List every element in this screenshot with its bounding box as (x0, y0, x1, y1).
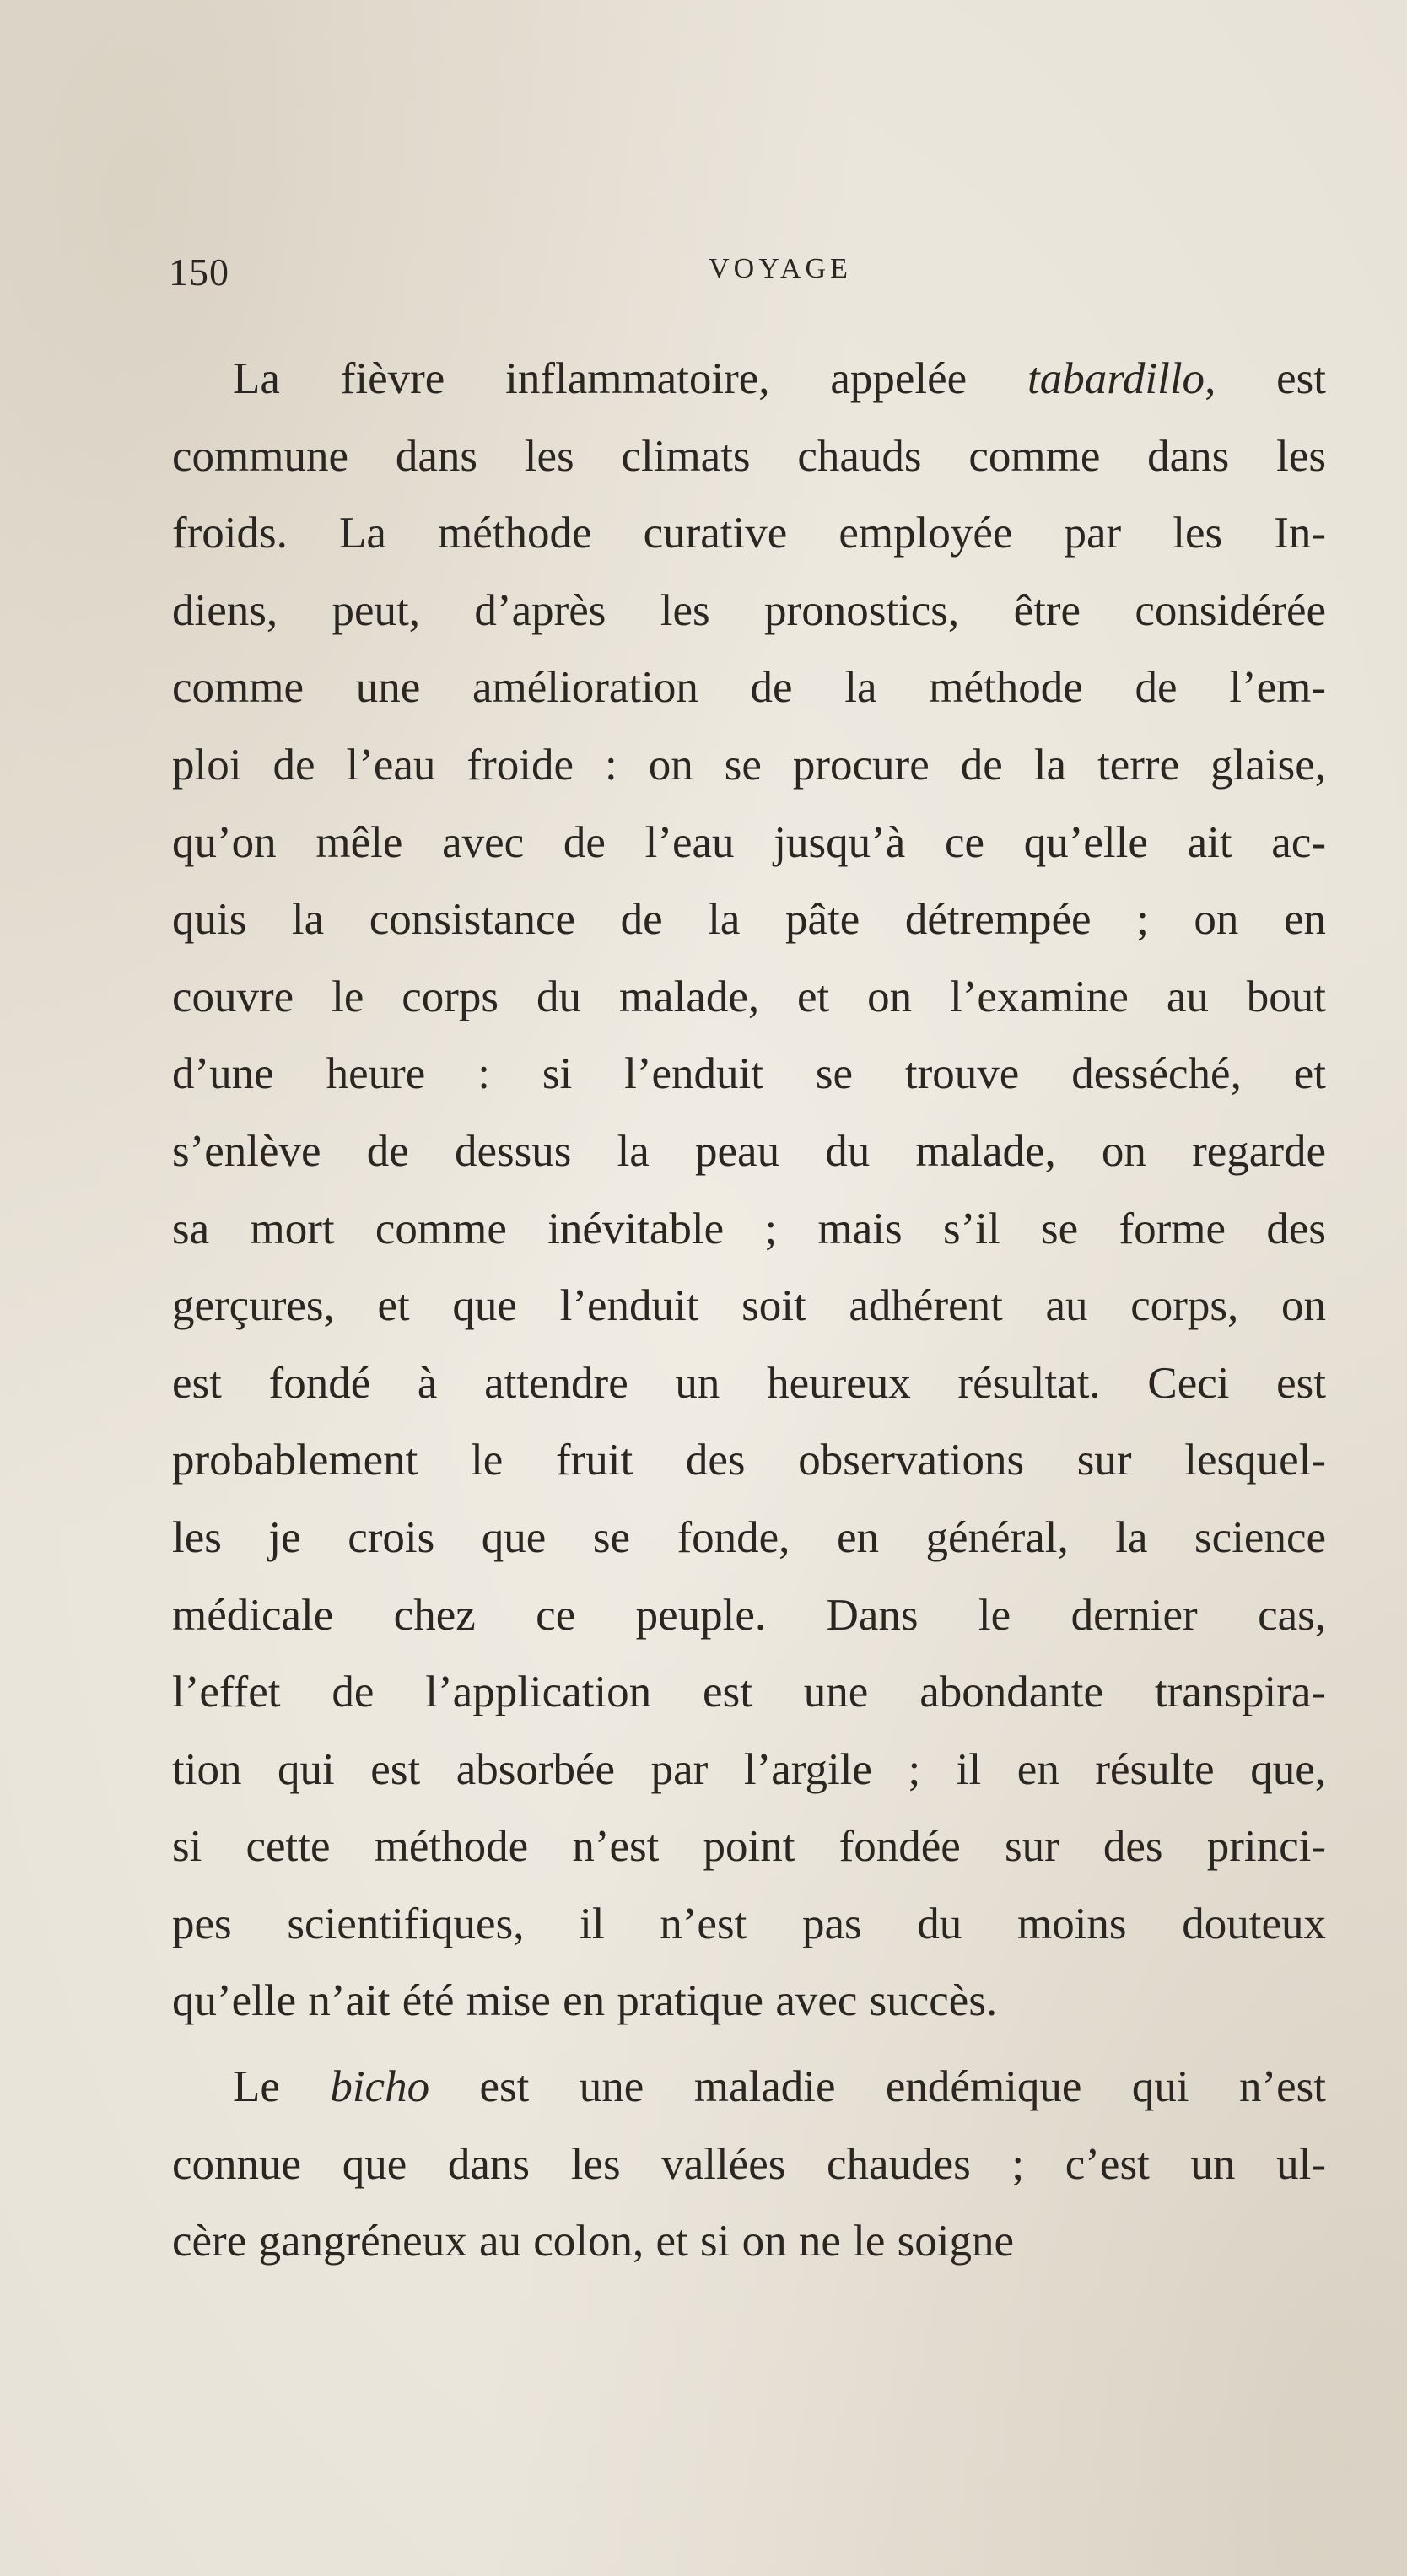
text-run: les je crois que se fonde, en général, la science (172, 1512, 1326, 1562)
text-line (172, 1963, 1326, 2040)
text-run: La fièvre inflammatoire, appelée (233, 354, 1027, 403)
text-run: cère gangréneux au colon, et si on ne le soigne (172, 2217, 1014, 2266)
italic-term: bicho (330, 2062, 430, 2112)
text-run: quis la consistance de la pâte détrempée ; on en (172, 895, 1326, 945)
text-line (172, 573, 1326, 650)
text-line (172, 2203, 1326, 2281)
text-line (172, 495, 1326, 573)
text-line (172, 649, 1326, 727)
text-line (172, 881, 1326, 959)
text-run: gerçures, et que l’enduit soit adhérent au corps, on (172, 1281, 1326, 1331)
page-number: 150 (169, 251, 229, 294)
text-run: comme une amélioration de la méthode de l’em- (172, 663, 1326, 713)
text-line (172, 1808, 1326, 1886)
text-run: diens, peut, d’après les pronostics, être considérée (172, 585, 1326, 635)
text-line (172, 1113, 1326, 1191)
text-line (172, 1191, 1326, 1269)
paragraph (172, 341, 1326, 2040)
text-run: couvre le corps du malade, et on l’examine au bout (172, 972, 1326, 1021)
text-line (172, 959, 1326, 1037)
text-run: est fondé à attendre un heureux résultat. Ceci est (172, 1358, 1326, 1408)
text-run: sa mort comme inévitable ; mais s’il se forme des (172, 1204, 1326, 1253)
text-line (172, 1886, 1326, 1964)
text-run: ploi de l’eau froide : on se procure de la terre glaise, (172, 740, 1326, 790)
text-run: froids. La méthode curative employée par les In- (172, 509, 1326, 558)
text-line (172, 1422, 1326, 1500)
paragraph (172, 2049, 1326, 2281)
italic-term: tabardillo (1027, 354, 1205, 403)
text-run: qu’elle n’ait été mise en pratique avec succès. (172, 1976, 998, 2026)
text-line (172, 1036, 1326, 1113)
text-run: pes scientifiques, il n’est pas du moins douteux (172, 1899, 1326, 1948)
text-line (172, 1577, 1326, 1655)
text-line (172, 805, 1326, 882)
text-line (172, 2126, 1326, 2204)
text-run: commune dans les climats chauds comme dans les (172, 431, 1326, 481)
text-run: d’une heure : si l’enduit se trouve desséché, et (172, 1049, 1326, 1099)
text-line (172, 1654, 1326, 1732)
text-line (172, 727, 1326, 805)
text-line (172, 1732, 1326, 1809)
text-line (172, 2049, 1326, 2126)
text-line (172, 1500, 1326, 1577)
page-header (169, 250, 1333, 309)
text-run: médicale chez ce peuple. Dans le dernier cas, (172, 1590, 1326, 1640)
text-line (172, 1268, 1326, 1345)
text-run: s’enlève de dessus la peau du malade, on regarde (172, 1126, 1326, 1176)
text-line (172, 418, 1326, 496)
text-run: tion qui est absorbée par l’argile ; il en résulte que, (172, 1744, 1326, 1794)
text-run: , est (1205, 354, 1326, 403)
text-run: l’effet de l’application est une abondante transpira- (172, 1668, 1326, 1717)
text-line (172, 341, 1326, 418)
body-text (172, 341, 1326, 2281)
text-run: connue que dans les vallées chaudes ; c’est un ul- (172, 2139, 1326, 2189)
running-head: VOYAGE (709, 253, 852, 284)
text-run: si cette méthode n’est point fondée sur des princi- (172, 1822, 1326, 1872)
text-run: Le (233, 2062, 331, 2112)
text-run: probablement le fruit des observations sur lesquel- (172, 1436, 1326, 1485)
text-run: est une maladie endémique qui n’est (429, 2062, 1326, 2112)
text-run: qu’on mêle avec de l’eau jusqu’à ce qu’elle ait ac- (172, 817, 1326, 867)
text-line (172, 1345, 1326, 1423)
